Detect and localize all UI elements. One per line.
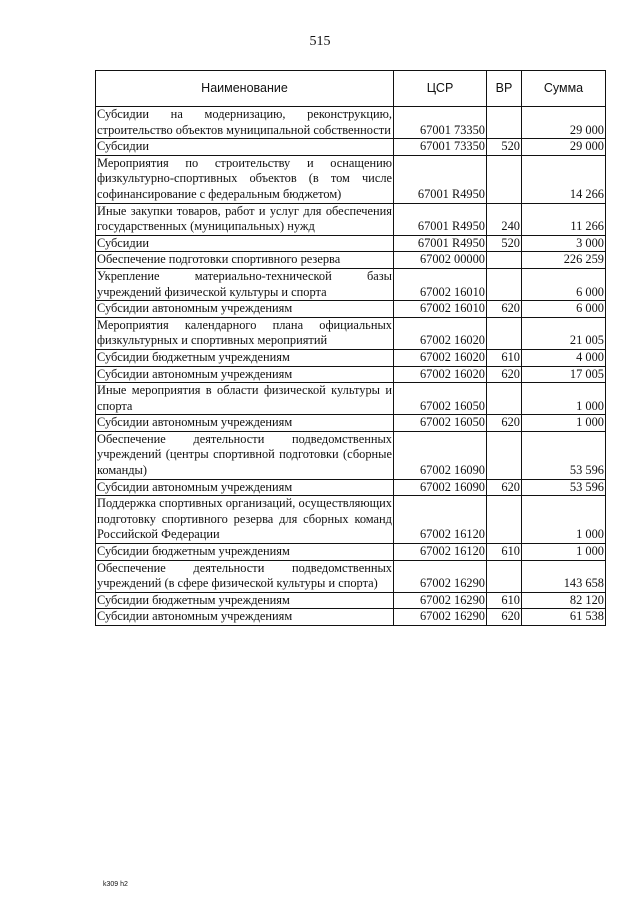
row-sum-cell: 29 000 <box>522 139 606 156</box>
row-sum-cell: 61 538 <box>522 609 606 626</box>
budget-table <box>95 70 606 626</box>
row-vr-cell <box>487 496 522 544</box>
row-csr-cell: 67002 16020 <box>394 317 487 349</box>
row-vr-cell <box>487 317 522 349</box>
row-csr-cell: 67002 16290 <box>394 592 487 609</box>
row-name-cell: Субсидии автономным учреждениям <box>96 415 394 432</box>
row-vr-cell <box>487 268 522 300</box>
row-sum-cell: 3 000 <box>522 235 606 252</box>
table-header-row <box>96 71 606 107</box>
table-row <box>96 252 606 269</box>
row-sum-cell: 82 120 <box>522 592 606 609</box>
row-csr-cell: 67002 16050 <box>394 415 487 432</box>
table-row <box>96 107 606 139</box>
row-name-cell: Субсидии автономным учреждениям <box>96 301 394 318</box>
row-csr-cell: 67002 16120 <box>394 496 487 544</box>
row-name-cell: Обеспечение подготовки спортивного резерва <box>96 252 394 269</box>
table-row <box>96 496 606 544</box>
row-sum-cell: 21 005 <box>522 317 606 349</box>
row-name-cell: Мероприятия календарного плана официальных физкультурных и спортивных мероприятий <box>96 317 394 349</box>
row-vr-cell: 620 <box>487 366 522 383</box>
row-csr-cell: 67002 16010 <box>394 268 487 300</box>
row-csr-cell: 67002 00000 <box>394 252 487 269</box>
row-sum-cell: 14 266 <box>522 155 606 203</box>
table-body <box>96 107 606 626</box>
row-vr-cell: 620 <box>487 609 522 626</box>
row-csr-cell: 67001 R4950 <box>394 235 487 252</box>
table-row <box>96 349 606 366</box>
row-sum-cell: 1 000 <box>522 415 606 432</box>
row-vr-cell: 520 <box>487 139 522 156</box>
row-vr-cell: 620 <box>487 301 522 318</box>
row-sum-cell: 4 000 <box>522 349 606 366</box>
row-sum-cell: 53 596 <box>522 431 606 479</box>
table-row <box>96 479 606 496</box>
header-csr: ЦСР <box>394 71 487 107</box>
row-vr-cell: 620 <box>487 415 522 432</box>
row-csr-cell: 67002 16090 <box>394 431 487 479</box>
row-csr-cell: 67001 73350 <box>394 139 487 156</box>
row-name-cell: Обеспечение деятельности подведомственных учреждений (центры спортивной подготовки (сборные команды) <box>96 431 394 479</box>
row-name-cell: Субсидии <box>96 139 394 156</box>
row-sum-cell: 1 000 <box>522 496 606 544</box>
row-csr-cell: 67002 16020 <box>394 366 487 383</box>
row-vr-cell: 240 <box>487 203 522 235</box>
row-sum-cell: 1 000 <box>522 544 606 561</box>
table-row <box>96 268 606 300</box>
row-vr-cell <box>487 560 522 592</box>
row-name-cell: Субсидии автономным учреждениям <box>96 609 394 626</box>
row-vr-cell: 620 <box>487 479 522 496</box>
header-sum: Сумма <box>522 71 606 107</box>
table-row <box>96 560 606 592</box>
row-vr-cell: 520 <box>487 235 522 252</box>
row-sum-cell: 17 005 <box>522 366 606 383</box>
table-row <box>96 235 606 252</box>
row-name-cell: Субсидии <box>96 235 394 252</box>
row-vr-cell <box>487 252 522 269</box>
row-vr-cell: 610 <box>487 592 522 609</box>
row-csr-cell: 67002 16090 <box>394 479 487 496</box>
row-sum-cell: 6 000 <box>522 268 606 300</box>
row-name-cell: Укрепление материально-технической базы учреждений физической культуры и спорта <box>96 268 394 300</box>
table-row <box>96 203 606 235</box>
table-row <box>96 609 606 626</box>
row-name-cell: Субсидии бюджетным учреждениям <box>96 349 394 366</box>
row-vr-cell <box>487 155 522 203</box>
table-row <box>96 592 606 609</box>
table-row <box>96 155 606 203</box>
row-csr-cell: 67002 16290 <box>394 609 487 626</box>
table-row <box>96 366 606 383</box>
row-vr-cell <box>487 107 522 139</box>
row-vr-cell <box>487 431 522 479</box>
row-sum-cell: 6 000 <box>522 301 606 318</box>
row-name-cell: Иные закупки товаров, работ и услуг для обеспечения государственных (муниципальных) нужд <box>96 203 394 235</box>
table-row <box>96 383 606 415</box>
row-csr-cell: 67001 73350 <box>394 107 487 139</box>
table-row <box>96 544 606 561</box>
row-name-cell: Поддержка спортивных организаций, осуществляющих подготовку спортивного резерва для сборных команд Российской Федерации <box>96 496 394 544</box>
row-name-cell: Обеспечение деятельности подведомственных учреждений (в сфере физической культуры и спорта) <box>96 560 394 592</box>
footer-code: k309 h2 <box>103 881 128 888</box>
row-sum-cell: 11 266 <box>522 203 606 235</box>
page-number: 515 <box>309 34 331 49</box>
row-csr-cell: 67002 16050 <box>394 383 487 415</box>
row-name-cell: Субсидии бюджетным учреждениям <box>96 544 394 561</box>
row-sum-cell: 1 000 <box>522 383 606 415</box>
row-name-cell: Субсидии на модернизацию, реконструкцию, строительство объектов муниципальной собственности <box>96 107 394 139</box>
row-csr-cell: 67002 16010 <box>394 301 487 318</box>
row-sum-cell: 143 658 <box>522 560 606 592</box>
row-csr-cell: 67002 16290 <box>394 560 487 592</box>
table-row <box>96 301 606 318</box>
table-row <box>96 431 606 479</box>
row-name-cell: Субсидии бюджетным учреждениям <box>96 592 394 609</box>
row-name-cell: Субсидии автономным учреждениям <box>96 479 394 496</box>
header-vr: ВР <box>487 71 522 107</box>
header-name: Наименование <box>96 71 394 107</box>
table-row <box>96 317 606 349</box>
row-vr-cell: 610 <box>487 544 522 561</box>
row-sum-cell: 53 596 <box>522 479 606 496</box>
row-csr-cell: 67002 16020 <box>394 349 487 366</box>
row-sum-cell: 29 000 <box>522 107 606 139</box>
row-name-cell: Мероприятия по строительству и оснащению физкультурно-спортивных объектов (в том числе софинансирование с федеральным бюджетом) <box>96 155 394 203</box>
row-vr-cell <box>487 383 522 415</box>
row-csr-cell: 67001 R4950 <box>394 155 487 203</box>
row-name-cell: Иные мероприятия в области физической культуры и спорта <box>96 383 394 415</box>
row-name-cell: Субсидии автономным учреждениям <box>96 366 394 383</box>
table-row <box>96 139 606 156</box>
table-row <box>96 415 606 432</box>
row-vr-cell: 610 <box>487 349 522 366</box>
row-csr-cell: 67001 R4950 <box>394 203 487 235</box>
row-sum-cell: 226 259 <box>522 252 606 269</box>
row-csr-cell: 67002 16120 <box>394 544 487 561</box>
